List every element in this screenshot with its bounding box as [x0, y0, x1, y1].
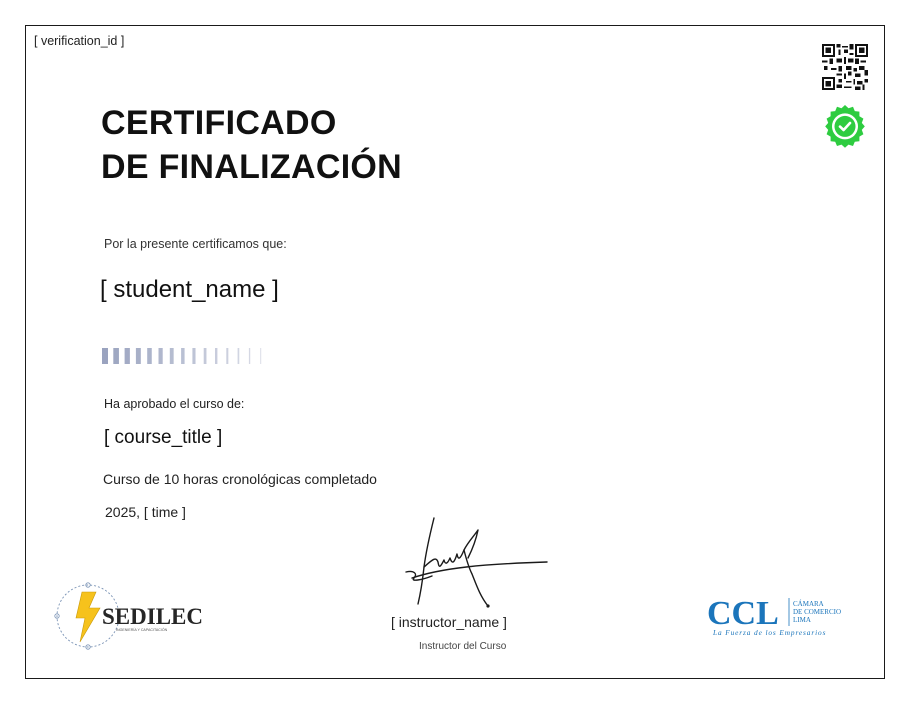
- sedilec-logo-graphic: [52, 580, 217, 650]
- sedilec-name: SEDILEC: [102, 604, 203, 629]
- decorative-bar: [113, 348, 119, 364]
- decorative-bar: [125, 348, 130, 364]
- decorative-bar: [147, 348, 152, 364]
- course-hours: Curso de 10 horas cronológicas completado: [103, 471, 377, 487]
- ccl-slogan: La Fuerza de los Empresarios: [713, 628, 827, 637]
- student-name: [ student_name ]: [100, 276, 279, 303]
- ccl-line-2: DE COMERCIO: [793, 608, 842, 616]
- qr-code-icon: [822, 44, 868, 90]
- ccl-line-3: LIMA: [793, 616, 811, 624]
- ccl-abbr: CCL: [707, 595, 779, 632]
- approved-text: Ha aprobado el curso de:: [104, 397, 245, 411]
- ccl-logo: [706, 592, 866, 638]
- decorative-bar: [260, 348, 261, 364]
- decorative-bar: [170, 348, 174, 364]
- intro-text: Por la presente certificamos que:: [104, 237, 287, 251]
- instructor-role: Instructor del Curso: [419, 641, 507, 652]
- decorative-bar: [136, 348, 141, 364]
- completion-date: 2025, [ time ]: [105, 504, 186, 520]
- decorative-bar: [159, 348, 163, 364]
- title-line-1: CERTIFICADO: [101, 104, 337, 142]
- ccl-logo-graphic: [706, 592, 866, 638]
- ccl-line-1: CÁMARA: [793, 600, 824, 608]
- title-line-2: DE FINALIZACIÓN: [101, 148, 403, 186]
- decorative-bar: [102, 348, 108, 364]
- decorative-bar: [215, 348, 217, 364]
- decorative-bars: [102, 348, 272, 364]
- instructor-name: [ instructor_name ]: [391, 614, 507, 630]
- decorative-bar: [204, 348, 207, 364]
- instructor-signature: [402, 512, 552, 612]
- decorative-bar: [226, 348, 228, 364]
- certificate-title: [101, 101, 402, 189]
- course-title: [ course_title ]: [104, 427, 223, 448]
- sedilec-tagline: INGENIERÍA Y CAPACITACIÓN: [116, 628, 168, 632]
- decorative-bar: [181, 348, 184, 364]
- decorative-bar: [238, 348, 240, 364]
- decorative-bar: [192, 348, 195, 364]
- verification-id: [ verification_id ]: [34, 34, 125, 48]
- verified-badge-icon: [823, 104, 867, 148]
- sedilec-logo: [52, 580, 217, 650]
- decorative-bar: [249, 348, 250, 364]
